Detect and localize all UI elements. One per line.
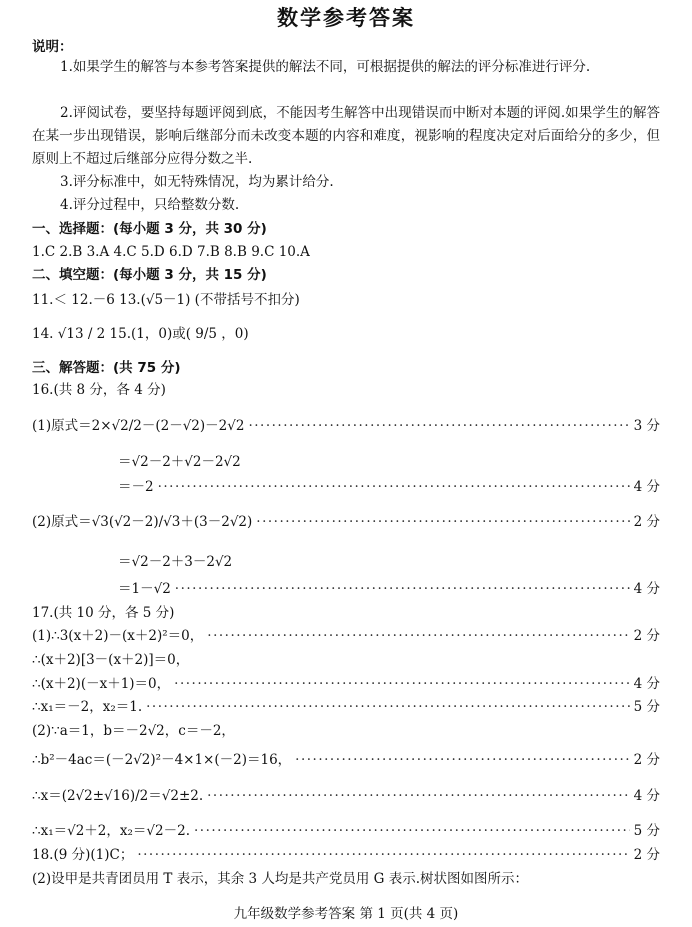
leader-dots xyxy=(248,417,629,435)
q17-step-2: ∴(x＋2)[3－(x＋2)]＝0， xyxy=(32,652,190,668)
section1-answers: 1.C 2.B 3.A 4.C 5.D 6.D 7.B 8.B 9.C 10.A xyxy=(32,244,310,260)
q16-step-4 xyxy=(32,513,660,531)
leader-dots xyxy=(158,478,630,496)
leader-dots xyxy=(256,513,629,531)
section2-line2: 14. √13 / 2 15.(1，0)或( 9/5 ，0) xyxy=(32,326,249,342)
q17-step-8-text: ∴x₁＝√2＋2，x₂＝√2－2. xyxy=(32,823,190,839)
section2-line1: 11.＜ 12.－6 13.(√5－1) (不带括号不扣分) xyxy=(32,292,300,308)
q17-step-7 xyxy=(32,787,660,805)
q16-step-3-points: 4 分 xyxy=(633,479,660,495)
section3-heading: 三、解答题：(共 75 分) xyxy=(32,360,181,376)
q17-step-1-text: (1)∴3(x＋2)－(x＋2)²＝0， xyxy=(32,628,204,644)
q16-step-1-text: (1)原式＝2×√2/2－(2－√2)－2√2 xyxy=(32,418,245,434)
page-footer: 九年级数学参考答案 第 1 页(共 4 页) xyxy=(233,906,459,922)
q18-step-1-text: 18.(9 分)(1)C； xyxy=(32,847,134,863)
q18-step-2: (2)设甲是共青团员用 T 表示，其余 3 人均是共产党员用 G 表示.树状图如图所示： xyxy=(32,871,529,887)
notes-heading: 说明： xyxy=(32,39,73,55)
q17-step-4-text: ∴x₁＝－2，x₂＝1. xyxy=(32,699,143,715)
q17-step-4-points: 5 分 xyxy=(633,699,660,715)
q16-step-4-text: (2)原式＝√3(√2－2)/√3＋(3－2√2) xyxy=(32,514,253,530)
q17-step-7-points: 4 分 xyxy=(633,788,660,804)
leader-dots xyxy=(174,675,629,693)
q17-step-4 xyxy=(32,698,660,716)
q17-step-8 xyxy=(32,822,660,840)
q17-step-1-points: 2 分 xyxy=(633,628,660,644)
q17-step-7-text: ∴x＝(2√2±√16)/2＝√2±2. xyxy=(32,788,204,804)
q17-step-6-points: 2 分 xyxy=(633,752,660,768)
note-2: 2.评阅试卷，要坚持每题评阅到底，不能因考生解答中出现错误而中断对本题的评阅.如果学生的解答在某一步出现错误，影响后继部分而未改变本题的内容和难度，视影响的程度决定对后面给分的多少，但原则上不超过后继部分应得分数之半. xyxy=(32,105,660,167)
q17-step-6 xyxy=(32,751,660,769)
leader-dots xyxy=(175,580,630,598)
leader-dots xyxy=(146,698,630,716)
q16-step-4-points: 2 分 xyxy=(633,514,660,530)
q16-step-6-text: ＝1－√2 xyxy=(118,581,171,597)
note-1: 1.如果学生的解答与本参考答案提供的解法不同，可根据提供的解法的评分标准进行评分. xyxy=(60,59,591,75)
section2-heading: 二、填空题：(每小题 3 分，共 15 分) xyxy=(32,267,267,283)
q16-step-2: ＝√2－2＋√2－2√2 xyxy=(118,454,241,470)
q16-step-5: ＝√2－2＋3－2√2 xyxy=(118,554,233,570)
q16-step-6 xyxy=(118,580,660,598)
leader-dots xyxy=(207,627,629,645)
note-4: 4.评分过程中，只给整数分数. xyxy=(60,197,240,213)
q17-step-3 xyxy=(32,675,660,693)
page-title: 数学参考答案 xyxy=(277,6,415,30)
note-3: 3.评分标准中，如无特殊情况，均为累计给分. xyxy=(60,174,334,190)
section1-heading: 一、选择题：(每小题 3 分，共 30 分) xyxy=(32,221,267,237)
leader-dots xyxy=(194,822,630,840)
leader-dots xyxy=(295,751,629,769)
q18-step-1 xyxy=(32,846,660,864)
leader-dots xyxy=(207,787,629,805)
q16-step-3 xyxy=(118,478,660,496)
q18-step-1-points: 2 分 xyxy=(633,847,660,863)
q16-step-1 xyxy=(32,417,660,435)
q17-heading: 17.(共 10 分，各 5 分) xyxy=(32,605,175,621)
q17-step-8-points: 5 分 xyxy=(633,823,660,839)
q17-step-1 xyxy=(32,627,660,645)
q17-step-3-points: 4 分 xyxy=(633,676,660,692)
leader-dots xyxy=(137,846,629,864)
q16-step-3-text: ＝－2 xyxy=(118,479,154,495)
q16-heading: 16.(共 8 分，各 4 分) xyxy=(32,382,166,398)
q17-step-5: (2)∵a＝1，b＝－2√2，c＝－2， xyxy=(32,723,235,739)
q16-step-1-points: 3 分 xyxy=(633,418,660,434)
q16-step-6-points: 4 分 xyxy=(633,581,660,597)
q17-step-3-text: ∴(x＋2)(－x＋1)＝0， xyxy=(32,676,171,692)
q17-step-6-text: ∴b²－4ac＝(－2√2)²－4×1×(－2)＝16， xyxy=(32,752,292,768)
